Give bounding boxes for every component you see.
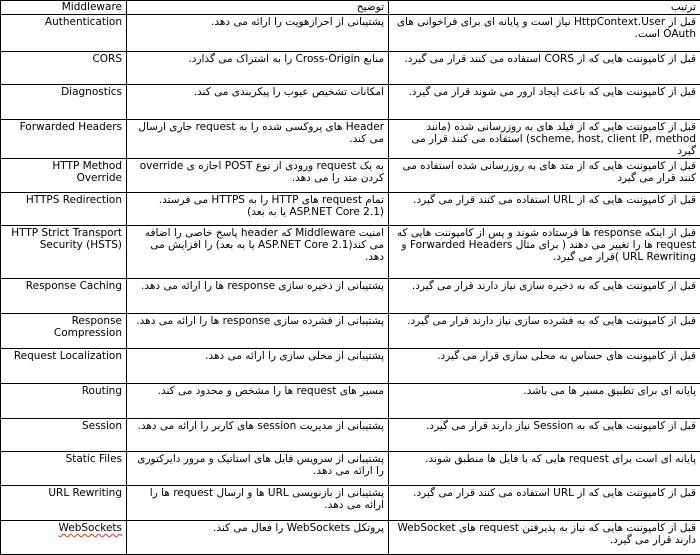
middleware-order: قبل از کامپوننت هایی که به فشرده سازی نیاز دارند قرار می گیرد. [389, 314, 700, 349]
header-row [1, 1, 700, 15]
table-row [1, 384, 700, 419]
middleware-description: پشتیبانی از سرویس فایل های استاتیک و مرور دایرکتوری را ارائه می دهد. [127, 452, 389, 486]
middleware-name: Authentication [1, 15, 127, 52]
table-row [1, 279, 700, 314]
middleware-description: پشتیبانی از محلی سازی را ارائه می دهد. [127, 349, 389, 384]
middleware-order: قبل از کامپوننت هایی که به Session نیاز دارند قرار می گیرد. [389, 419, 700, 452]
header-description: توضیح [127, 1, 389, 15]
middleware-description: منابع Cross-Origin را به اشتراک می گذارد. [127, 52, 389, 85]
middleware-order: قبل از کامپوننت هایی که از CORS استفاده می کنند قرار می گیرد. [389, 52, 700, 85]
table-row [1, 486, 700, 521]
middleware-name-text: WebSockets [58, 522, 122, 534]
middleware-order: قبل از کامپوننت هایی که از متد های به روزرسانی شده استفاده می کنند قرار می گیرد [389, 159, 700, 193]
middleware-order: قبل از کامپوننت هایی که از URL استفاده می کنند قرار می گیرد. [389, 486, 700, 521]
middleware-name: Session [1, 419, 127, 452]
middleware-name: Routing [1, 384, 127, 419]
table-row [1, 15, 700, 52]
middleware-order: قبل از اینکه response ها فرستاده شوند و پس از کامپوننت هایی که request ها را تغییر می دهند ( برای مثال Forwarded Headers و URL Rewriting )قرار می گیرد. [389, 226, 700, 279]
middleware-order: قبل از کامپوننت هایی که به ذخیره سازی نیاز دارند قرار می گیرد. [389, 279, 700, 314]
middleware-name: HTTPS Redirection [1, 193, 127, 226]
middleware-description: تمام request های HTTP را به HTTPS می فرستد. (ASP.NET Core 2.1 یا به بعد) [127, 193, 389, 226]
middleware-name: Response Compression [1, 314, 127, 349]
middleware-name: Response Caching [1, 279, 127, 314]
middleware-description: پشتیبانی از بازنویسی URL ها و ارسال request ها را ارائه می دهد. [127, 486, 389, 521]
middleware-name: Forwarded Headers [1, 120, 127, 159]
table-row [1, 349, 700, 384]
table-row [1, 226, 700, 279]
middleware-order: قبل از کامپوننت های حساس به محلی سازی قرار می گیرد. [389, 349, 700, 384]
middleware-name: HTTP Method Override [1, 159, 127, 193]
middleware-description: امکانات تشخیص عیوب را پیکربندی می کند. [127, 85, 389, 120]
middleware-order: قبل از کامپوننت هایی که نیاز به پذیرفتن request های WebSocket دارند قرار می گیرد. [389, 521, 700, 555]
header-middleware: Middleware [1, 1, 127, 15]
middleware-order: پایانه ای است برای request هایی که با فایل ها منطبق شوند. [389, 452, 700, 486]
middleware-description: پروتکل WebSockets را فعال می کند. [127, 521, 389, 555]
middleware-name: Static Files [1, 452, 127, 486]
table-row [1, 521, 700, 555]
table-row [1, 193, 700, 226]
middleware-order: پایانه ای برای تطبیق مسیر ها می باشد. [389, 384, 700, 419]
middleware-name: URL Rewriting [1, 486, 127, 521]
middleware-name: Request Localization [1, 349, 127, 384]
table-row [1, 52, 700, 85]
middleware-name [1, 521, 127, 555]
middleware-name: CORS [1, 52, 127, 85]
table-row [1, 85, 700, 120]
middleware-order: قبل از کامپوننت هایی که باعث ایجاد ارور می شوند قرار می گیرد. [389, 85, 700, 120]
middleware-description: مسیر های request ها را مشخص و محدود می کند. [127, 384, 389, 419]
middleware-description: Header های پروکسی شده را به request جاری ارسال می کند. [127, 120, 389, 159]
table-row [1, 314, 700, 349]
middleware-description: پشتیبانی از ذخیره سازی response ها را ارائه می دهد. [127, 279, 389, 314]
middleware-name: Diagnostics [1, 85, 127, 120]
middleware-description: به یک request ورودی از نوع POST اجازه ی override کردن متد را می دهد. [127, 159, 389, 193]
table-row [1, 419, 700, 452]
middleware-description: پشتیبانی از مدیریت session های کاربر را ارائه می دهد. [127, 419, 389, 452]
middleware-description: پشتیبانی از احرازهویت را ارائه می دهد. [127, 15, 389, 52]
middleware-description: پشتیبانی از فشرده سازی response ها را ارائه می دهد. [127, 314, 389, 349]
table-row [1, 452, 700, 486]
middleware-description: امنیت Middleware که header پاسخ خاصی را اضافه می کند(ASP.NET Core 2.1 یا به بعد) را افزایش می دهد. [127, 226, 389, 279]
middleware-name: HTTP Strict Transport Security (HSTS) [1, 226, 127, 279]
middleware-order: قبل از HttpContext.User نیاز است و پایانه ای برای فراخوانی های OAuth است. [389, 15, 700, 52]
table-row [1, 120, 700, 159]
table-row [1, 159, 700, 193]
middleware-order: قبل از کامپوننت هایی که از فیلد های به روزرسانی شده (مانند scheme, host, client IP, method) استفاده می کنند قرار می گیرد [389, 120, 700, 159]
header-order: ترتیب [389, 1, 700, 15]
middleware-order: قبل از کامپوننت هایی که از URL استفاده می کنند قرار می گیرد. [389, 193, 700, 226]
